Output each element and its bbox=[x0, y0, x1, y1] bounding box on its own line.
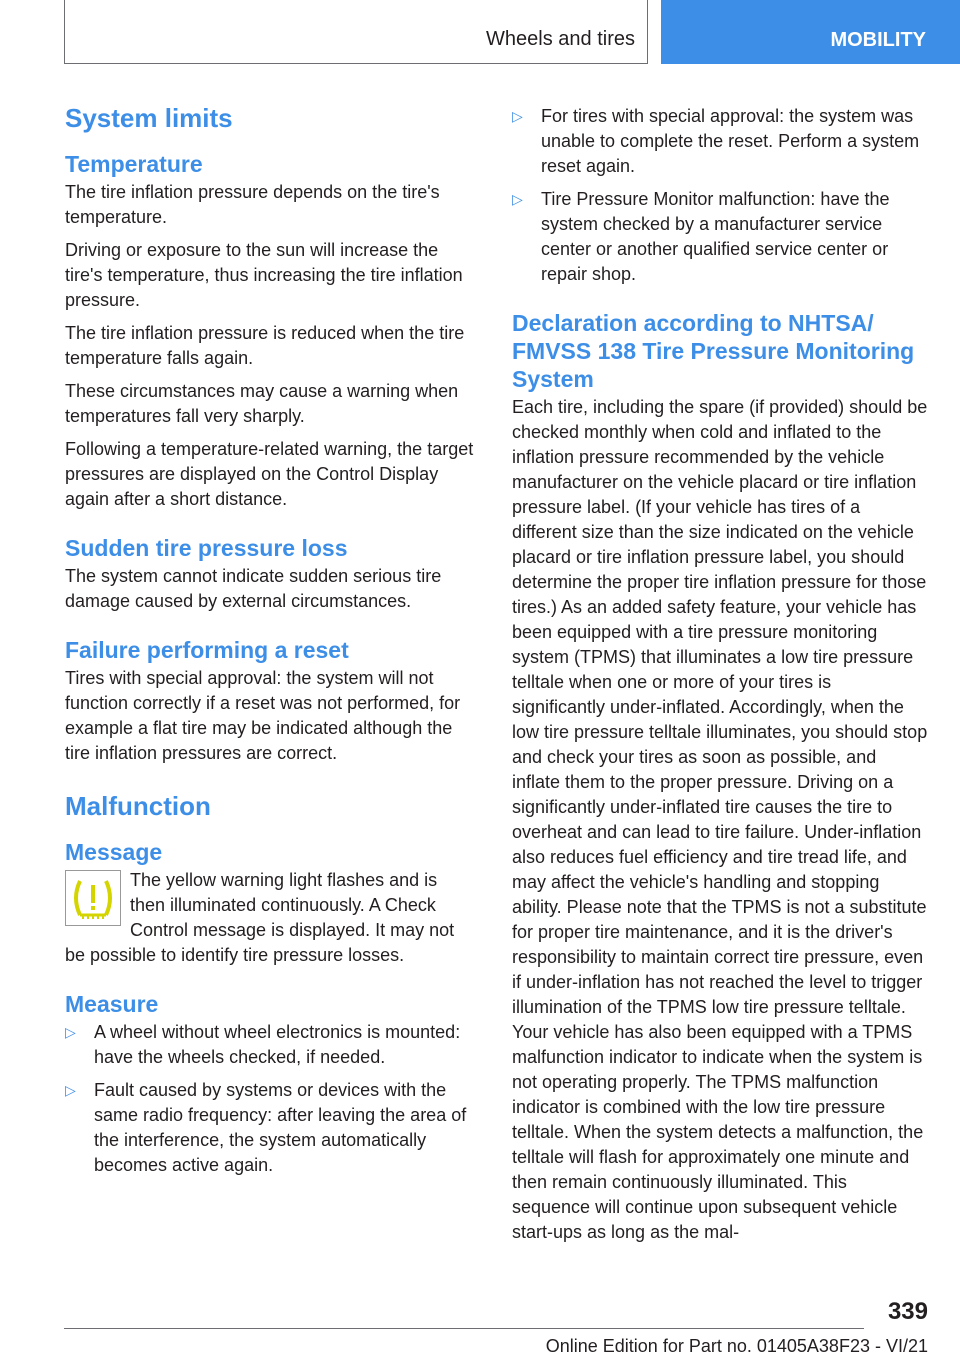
declaration-heading: Declaration according to NHTSA/ FMVSS 138 Tire Pressure Monitoring System bbox=[512, 310, 915, 392]
message-text: The yellow warning light flashes and is then illuminated continuously. A Check Control message is displayed. It may not be possible to identify tire pressure losses. bbox=[65, 870, 455, 965]
measure-heading: Measure bbox=[65, 991, 159, 1017]
sudden-loss-heading: Sudden tire pressure loss bbox=[65, 535, 348, 561]
right-column bbox=[512, 104, 928, 1253]
sudden-loss-text: The system cannot indicate sudden serious tire damage caused by external circumstances. bbox=[65, 566, 442, 611]
list-item: ▷ Tire Pressure Monitor malfunction: have the system checked by a manufacturer service center or another qualified service center or repair shop. bbox=[512, 189, 890, 284]
bullet-arrow-icon: ▷ bbox=[512, 108, 523, 124]
system-limits-title: System limits bbox=[65, 103, 233, 133]
temperature-paragraph: The tire inflation pressure is reduced when the tire temperature falls again. bbox=[65, 323, 465, 368]
footer-divider bbox=[64, 1328, 864, 1329]
bullet-arrow-icon: ▷ bbox=[512, 191, 523, 207]
message-heading: Message bbox=[65, 839, 163, 865]
temperature-paragraph: Following a temperature-related warning, the target pressures are displayed on the Control Display again after a short distance. bbox=[65, 439, 474, 509]
list-item: ▷ Fault caused by systems or devices with the same radio frequency: after leaving the area of the interference, the system automatically becomes active again. bbox=[65, 1080, 467, 1175]
malfunction-title: Malfunction bbox=[65, 791, 211, 821]
header-chapter-tab[interactable]: MOBILITY bbox=[661, 0, 960, 64]
temperature-paragraph: These circumstances may cause a warning when temperatures fall very sharply. bbox=[65, 381, 459, 426]
measure-list bbox=[65, 1020, 477, 1178]
temperature-paragraph: The tire inflation pressure depends on the tire's temperature. bbox=[65, 182, 440, 227]
declaration-text: Each tire, including the spare (if provided) should be checked monthly when cold and inflated to the inflation pressure recommended by the vehicle manufacturer on the vehicle placard or tire inflation pressure label. (If your vehicle has tires of a different size than the size indicated on the vehicle placard or tire inflation pressure label, you should determine the proper tire inflation pressure for those tires.) As an added safety feature, your vehicle has been equipped with a tire pressure monitoring system (TPMS) that illuminates a low tire pressure telltale when one or more of your tires is significantly under-inflated. Accordingly, when the low tire pressure telltale illuminates, you should stop and check your tires as soon as possible, and inflate them to the proper pressure. Driving on a significantly under-inflated tire causes the tire to overheat and can lead to tire failure. Under-inflation also reduces fuel efficiency and tire tread life, and may affect the vehicle's handling and stopping ability. Please note that the TPMS is not a substitute for proper tire maintenance, and it is the driver's responsibility to maintain correct tire pressure, even if under-inflation has not reached the level to trigger illumination of the TPMS low tire pressure telltale. Your vehicle has also been equipped with a TPMS malfunction indicator to indicate when the system is not operating properly. The TPMS malfunction indicator is combined with the low tire pressure telltale. When the system detects a malfunction, the telltale will flash for approximately one minute and then remain continuously illuminated. This sequence will continue upon subsequent vehicle start-ups as long as the mal- bbox=[512, 397, 928, 1242]
measure-list-continued bbox=[512, 104, 928, 287]
message-block bbox=[65, 868, 477, 968]
list-item: ▷ A wheel without wheel electronics is mounted: have the wheels checked, if needed. bbox=[65, 1022, 461, 1067]
failure-reset-text: Tires with special approval: the system will not function correctly if a reset was not performed, for example a flat tire may be indicated although the tire inflation pressures are correct. bbox=[65, 668, 461, 763]
temperature-paragraph: Driving or exposure to the sun will increase the tire's temperature, thus increasing the tire inflation pressure. bbox=[65, 240, 463, 310]
list-item: ▷ For tires with special approval: the system was unable to complete the reset. Perform a system reset again. bbox=[512, 106, 920, 176]
bullet-arrow-icon: ▷ bbox=[65, 1082, 76, 1098]
temperature-heading: Temperature bbox=[65, 151, 203, 177]
bullet-arrow-icon: ▷ bbox=[65, 1024, 76, 1040]
page-number: 339 bbox=[887, 1298, 928, 1325]
left-column bbox=[65, 100, 477, 1186]
header-section-title: Wheels and tires bbox=[486, 28, 635, 50]
failure-reset-heading: Failure performing a reset bbox=[65, 637, 349, 663]
footer-edition: Online Edition for Part no. 01405A38F23 - VI/21 bbox=[545, 1336, 928, 1356]
tire-pressure-warning-icon bbox=[65, 870, 121, 926]
